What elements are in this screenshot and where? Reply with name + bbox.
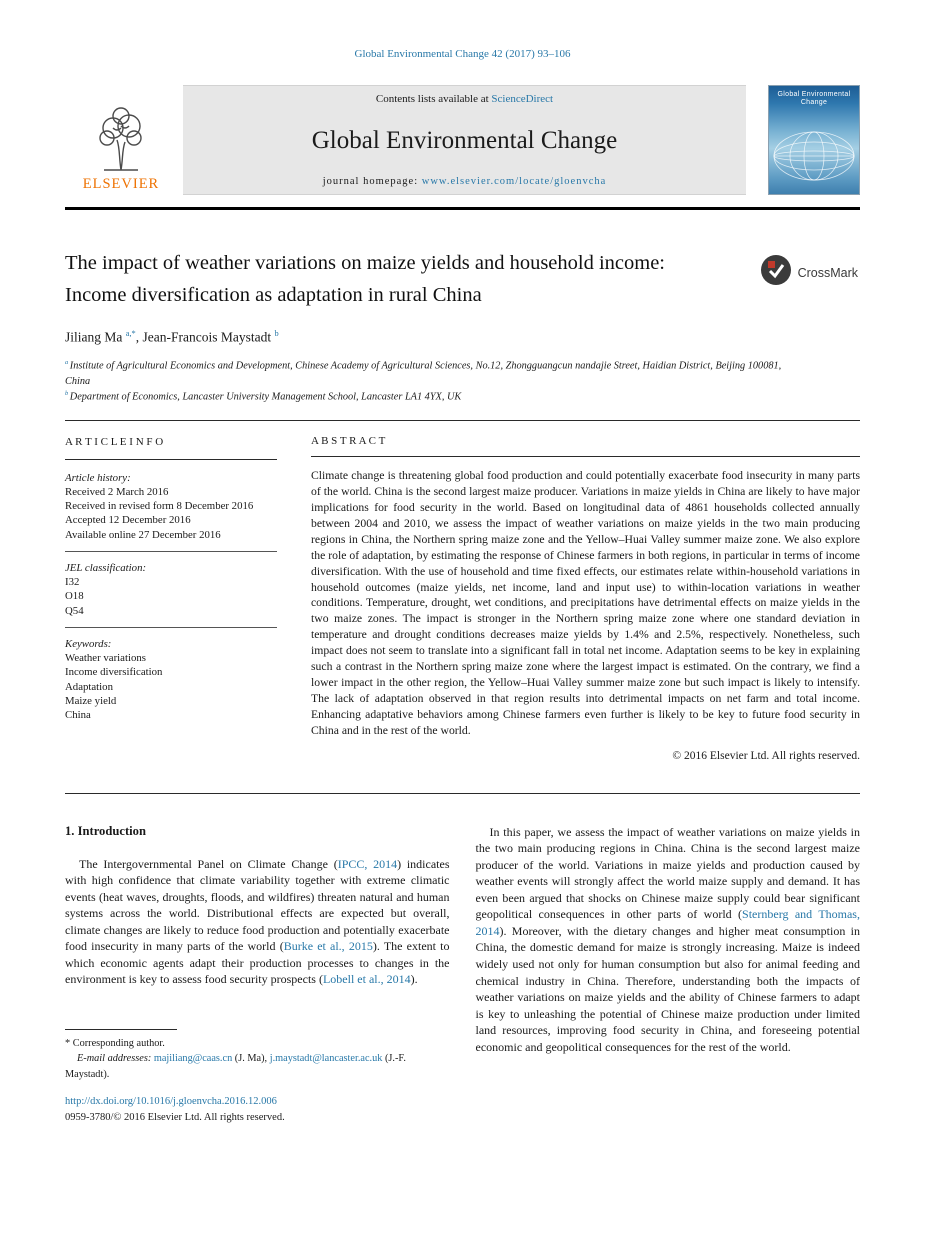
email-link[interactable]: majiliang@caas.cn bbox=[153, 1053, 233, 1065]
crossmark-badge[interactable] bbox=[760, 254, 858, 291]
article-history-block bbox=[65, 471, 277, 542]
article-history-item: Received in revised form 8 December 2016 bbox=[65, 500, 254, 513]
author-affiliation-sup: a,* bbox=[125, 328, 136, 338]
body-left-column bbox=[65, 824, 450, 1126]
citation-link[interactable]: Lobell et al., 2014 bbox=[322, 972, 411, 987]
footnote-block bbox=[65, 1019, 450, 1082]
jel-classification-block bbox=[65, 561, 277, 618]
cover-title: Global Environmental Change bbox=[777, 91, 851, 107]
intro-paragraph-right: In this paper, we assess the impact of weather variations on maize yields in the two main producing regions in China. China is the second largest maize producer of the world. Variations in maize yields and production caused by weather events will strongly affect the world maize supply and demand. It has even been argued that shocks on Chinese maize supply could bear significant geopolitical consequences in other parts of world (Sternberg and Thomas, 2014). Moreover, with the dietary changes and higher meat consumption in China, the domestic demand for maize is strongly increasing. Maize is indeed widely used not only for human consumption but also for animal feeding and chemical industry in China. Therefore, understanding both the impacts of weather variations on maize yields and the ability of Chinese farmers to adapt is key to unleashing the potential of Chinese maize production under limited land resources, improving food security in China, and foreseeing potential economic and geopolitical consequences for the rest of the world. bbox=[475, 824, 860, 1054]
journal-header bbox=[65, 85, 860, 195]
section-divider-bottom bbox=[65, 793, 860, 794]
article-title: The impact of weather variations on maize yields and household income: Income diversification as adaptation in rural China bbox=[65, 252, 666, 306]
article-history-label: Article history: bbox=[65, 471, 131, 484]
keywords-label: Keywords: bbox=[65, 637, 112, 650]
keywords-block bbox=[65, 637, 277, 723]
authors-line: Jiliang Ma $^{a,*}$, Jean-Francois Maystadt $^b$ bbox=[65, 328, 279, 345]
abstract-text: Climate change is threatening global food production and could potentially exacerbate food insecurity in many parts of the world. China is the second largest maize producer. Variations in maize yields in China are likely to have major implications for food security in the world. Based on longitudinal data of 4861 households collected annually between 2004 and 2010, we assess the impact of weather variations on maize yields in the two main producing regions in China, the Northern spring maize zone and the Yellow–Huai Valley summer maize zone. We also explore the role of adaptation, by estimating the response of Chinese farmers in both regions, in particular in terms of income diversification. With the use of household and time fixed effects, our estimates relate within-household variations in household outcomes (maize yields, net income, land and input use) to within-location variations in weather conditions. Temperature, drought, wet conditions, and precipitations have detrimental effects on maize yields in the two maize zones. The impact is stronger in the Northern spring maize zone where one standard deviation in temperature and drought conditions decreases maize yields by 1.4% and 2.5%, respectively. Nonetheless, such impact does not seem to translate into a significant fall in total net income. Adaptation seems to be key in explaining such a contrast in the Northern spring maize zone where the largest impact is estimated. On the contrary, we find a lower impact in the other region, the Yellow–Huai Valley summer maize zone but such impact is likely to intensify. The lack of adaptation observed in that region results into detrimental impacts on net farm and total income. Enhancing adaptative behaviors among Chinese farmers even further is likely to be key to future food security in China and in the rest of the world. bbox=[311, 469, 860, 737]
journal-banner bbox=[183, 85, 746, 195]
intro-heading: 1. Introduction bbox=[65, 823, 146, 838]
corresponding-author-note: * Corresponding author. bbox=[65, 1037, 165, 1049]
page-footer bbox=[65, 1094, 450, 1126]
article-history-item: Accepted 12 December 2016 bbox=[65, 514, 191, 527]
affiliations bbox=[65, 358, 805, 405]
citation-link[interactable]: IPCC, 2014 bbox=[337, 856, 398, 871]
intro-paragraph-left: The Intergovernmental Panel on Climate Change (IPCC, 2014) indicates with high confidence that climate variability together with extreme climatic events (heat waves, droughts, floods, and wildfires) threaten natural and human systems across the world. Distributional effects are expected but overall, climate changes are likely to reduce food production and potentially exacerbate food insecurity in many parts of the world (Burke et al., 2015). The extent to which economic agents adapt their production processes to changes in the environment is key to assess food security prospects (Lobell et al., 2014). bbox=[65, 856, 450, 987]
journal-citation[interactable]: Global Environmental Change 42 (2017) 93–106 bbox=[354, 48, 571, 60]
abstract-column bbox=[311, 435, 860, 761]
homepage-prefix: journal homepage: bbox=[322, 176, 422, 187]
homepage-line bbox=[183, 176, 746, 187]
info-separator bbox=[65, 551, 277, 552]
contents-line-prefix: Contents lists available at bbox=[375, 93, 492, 105]
jel-item: O18 bbox=[65, 590, 84, 603]
article-info-column bbox=[65, 435, 277, 761]
journal-title: Global Environmental Change bbox=[311, 126, 618, 154]
body-columns bbox=[65, 824, 860, 1126]
keyword-item: Income diversification bbox=[65, 666, 163, 679]
abstract-heading: A B S T R A C T bbox=[311, 435, 860, 457]
sciencedirect-link[interactable]: ScienceDirect bbox=[491, 93, 554, 105]
elsevier-tree-icon bbox=[90, 104, 152, 174]
article-history-item: Available online 27 December 2016 bbox=[65, 528, 221, 541]
citation-link[interactable]: Sternberg and Thomas, 2014 bbox=[475, 907, 860, 938]
keyword-item: China bbox=[65, 709, 91, 722]
header-rule bbox=[65, 207, 860, 210]
journal-homepage-link[interactable]: www.elsevier.com/locate/gloenvcha bbox=[421, 176, 607, 187]
jel-item: I32 bbox=[65, 576, 80, 589]
affiliation-b: $^b$ Department of Economics, Lancaster University Management School, Lancaster LA1 4YX, UK bbox=[65, 390, 462, 403]
keyword-item: Weather variations bbox=[65, 652, 146, 665]
author-affiliation-sup: b bbox=[274, 328, 279, 338]
journal-cover-thumbnail[interactable] bbox=[768, 85, 860, 195]
email-addresses-note: E-mail addresses: majiliang@caas.cn (J. Ma), j.maystadt@lancaster.ac.uk (J.-F. Maystadt). bbox=[65, 1053, 406, 1080]
issn-copyright-line: 0959-3780/© 2016 Elsevier Ltd. All rights reserved. bbox=[65, 1111, 285, 1123]
keyword-item: Adaptation bbox=[65, 680, 113, 693]
copyright-notice: © 2016 Elsevier Ltd. All rights reserved. bbox=[672, 749, 860, 762]
keyword-item: Maize yield bbox=[65, 694, 117, 707]
jel-item: Q54 bbox=[65, 604, 84, 617]
jel-label: JEL classification: bbox=[65, 561, 147, 574]
email-link[interactable]: j.maystadt@lancaster.ac.uk bbox=[269, 1053, 383, 1065]
info-abstract-section bbox=[65, 421, 860, 777]
info-separator bbox=[65, 627, 277, 628]
elsevier-wordmark: ELSEVIER bbox=[82, 176, 160, 192]
body-right-column bbox=[476, 824, 861, 1126]
crossmark-icon bbox=[760, 254, 792, 291]
affiliation-a: $^a$ Institute of Agricultural Economics and Development, Chinese Academy of Agricultural Sciences, No.12, Zhongguangcun nandajie Street, Haidian District, Beijing 100081, China bbox=[65, 359, 782, 387]
elsevier-logo[interactable] bbox=[65, 85, 177, 195]
title-row bbox=[65, 248, 860, 312]
footnote-divider bbox=[65, 1029, 177, 1030]
doi-link[interactable]: http://dx.doi.org/10.1016/j.gloenvcha.2016.12.006 bbox=[65, 1096, 277, 1108]
citation-link[interactable]: Burke et al., 2015 bbox=[283, 939, 373, 954]
article-info-heading: A R T I C L E I N F O bbox=[65, 435, 277, 460]
contents-line bbox=[183, 93, 746, 105]
article-history-item: Received 2 March 2016 bbox=[65, 485, 169, 498]
crossmark-label: CrossMark bbox=[797, 265, 858, 280]
